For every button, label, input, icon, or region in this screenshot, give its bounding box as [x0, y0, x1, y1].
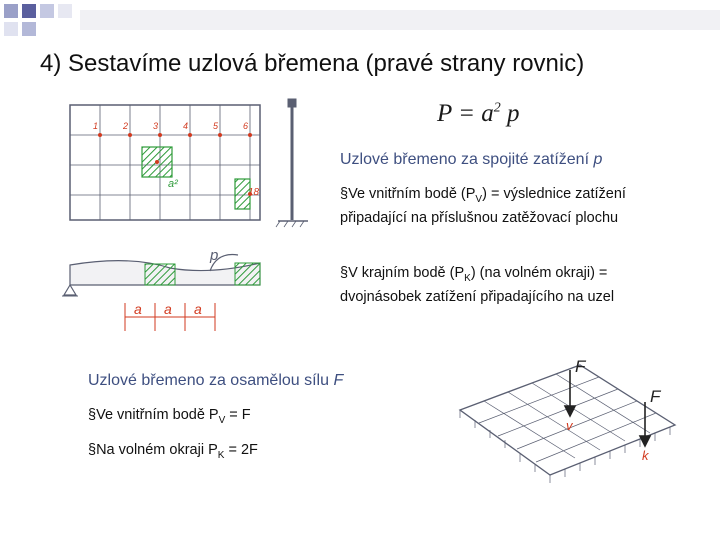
spacing-label-2: a: [164, 301, 172, 317]
force-label-inner: F: [575, 357, 586, 376]
bullet-text-post: ) (na volném okraji) = dvojnásobek zatížení připadajícího na uzel: [340, 265, 615, 305]
node-label-4: 4: [183, 121, 189, 131]
slide-title: 4) Sestavíme uzlová břemena (pravé strany rovnic): [40, 50, 585, 77]
bullet-text-post: = 2F: [224, 442, 258, 458]
bullet-sub: K: [464, 272, 471, 284]
bullet-sub: K: [217, 449, 225, 461]
bullet-text-pre: Na volném okraji P: [96, 442, 218, 458]
formula-rhs: p: [500, 100, 520, 127]
load-label: p: [210, 247, 219, 264]
distributed-bullet-inner: [340, 185, 690, 228]
node-label-18: 18: [248, 187, 260, 198]
bullet-mark: §: [88, 407, 97, 423]
bullet-sub: V: [218, 414, 226, 426]
bullet-text-post: = F: [225, 407, 251, 423]
edge-node-label: k: [642, 448, 649, 463]
node-label-6: 6: [243, 121, 249, 131]
bullet-sub: V: [475, 193, 483, 205]
area-label: a²: [168, 178, 178, 190]
distributed-load-heading: [340, 151, 602, 169]
spacing-label-3: a: [194, 301, 202, 317]
section-support: [64, 285, 76, 295]
distributed-bullet-edge: [340, 264, 690, 307]
section-hatch-edge: [235, 263, 260, 285]
decorative-corner-squares: [0, 0, 720, 40]
wall-support: [276, 99, 308, 227]
bullet-text-post: ) = výslednice zatížení připadající na příslušnou zatěžovací plochu: [340, 186, 626, 226]
bullet-text-pre: V krajním bodě (P: [348, 265, 465, 281]
concentrated-bullet-inner: [88, 406, 388, 430]
formula-lhs: P: [437, 100, 452, 127]
concentrated-heading-text: Uzlové břemeno za osamělou sílu: [88, 372, 334, 389]
concentrated-load-heading: [88, 372, 343, 390]
spacing-label-1: a: [134, 301, 142, 317]
formula-eq: = a: [451, 100, 494, 127]
bullet-text-pre: Ve vnitřním bodě P: [96, 407, 219, 423]
bullet-mark: §: [88, 442, 97, 458]
distributed-heading-var: p: [593, 151, 603, 168]
plate-forces-sketch: [440, 350, 680, 500]
bullet-mark: §: [340, 186, 349, 202]
section-hatch-inner: [145, 264, 175, 285]
concentrated-heading-var: F: [333, 372, 344, 389]
inner-node-label: v: [566, 418, 573, 433]
bullet-text-pre: Ve vnitřním bodě (P: [348, 186, 476, 202]
nodal-load-formula: [437, 100, 519, 128]
node-label-1: 1: [93, 121, 99, 131]
plate-grid-sketch: [60, 95, 330, 340]
node-label-5: 5: [213, 121, 219, 131]
node-label-3: 3: [153, 121, 159, 131]
node-label-2: 2: [123, 121, 129, 131]
concentrated-bullet-edge: [88, 441, 388, 465]
distributed-heading-text: Uzlové břemeno za spojité zatížení: [340, 151, 594, 168]
formula-exponent: 2: [493, 100, 501, 116]
bullet-mark: §: [340, 265, 349, 281]
force-label-edge: F: [650, 387, 661, 406]
